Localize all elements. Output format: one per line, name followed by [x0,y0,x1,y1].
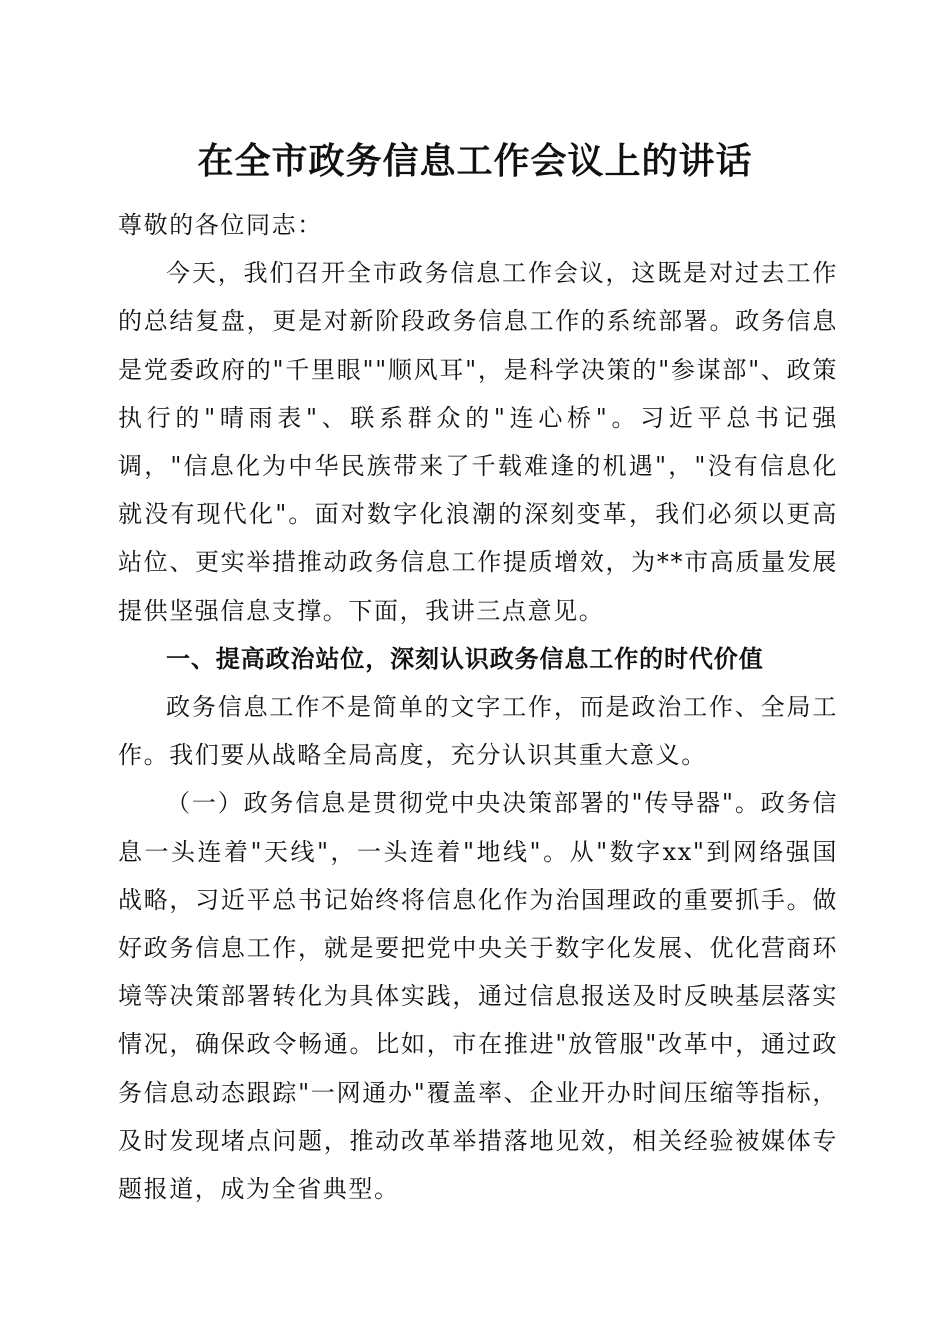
section-intro-paragraph: 政务信息工作不是简单的文字工作，而是政治工作、全局工作。我们要从战略全局高度，充分认识其重大意义。 [118,693,838,770]
document-title: 在全市政务信息工作会议上的讲话 [197,140,753,182]
section-heading: 一、提高政治站位，深刻认识政务信息工作的时代价值 [166,644,764,673]
salutation: 尊敬的各位同志： [118,211,323,239]
opening-paragraph: 今天，我们召开全市政务信息工作会议，这既是对过去工作的总结复盘，更是对新阶段政务信息工作的系统部署。政务信息是党委政府的"千里眼""顺风耳"，是科学决策的"参谋部"、政策执行的"晴雨表"、联系群众的"连心桥"。习近平总书记强调，"信息化为中华民族带来了千载难逢的机遇"，"没有信息化就没有现代化"。面对数字化浪潮的深刻变革，我们必须以更高站位、更实举措推动政务信息工作提质增效，为**市高质量发展提供坚强信息支撑。下面，我讲三点意见。 [118,259,838,625]
subsection-paragraph: （一）政务信息是贯彻党中央决策部署的"传导器"。政务信息一头连着"天线"，一头连着"地线"。从"数字xx"到网络强国战略，习近平总书记始终将信息化作为治国理政的重要抓手。做好政务信息工作，就是要把党中央关于数字化发展、优化营商环境等决策部署转化为具体实践，通过信息报送及时反映基层落实情况，确保政令畅通。比如，市在推进"放管服"改革中，通过政务信息动态跟踪"一网通办"覆盖率、企业开办时间压缩等指标，及时发现堵点问题，推动改革举措落地见效，相关经验被媒体专题报道，成为全省典型。 [118,789,838,1204]
document-body [118,201,838,1213]
